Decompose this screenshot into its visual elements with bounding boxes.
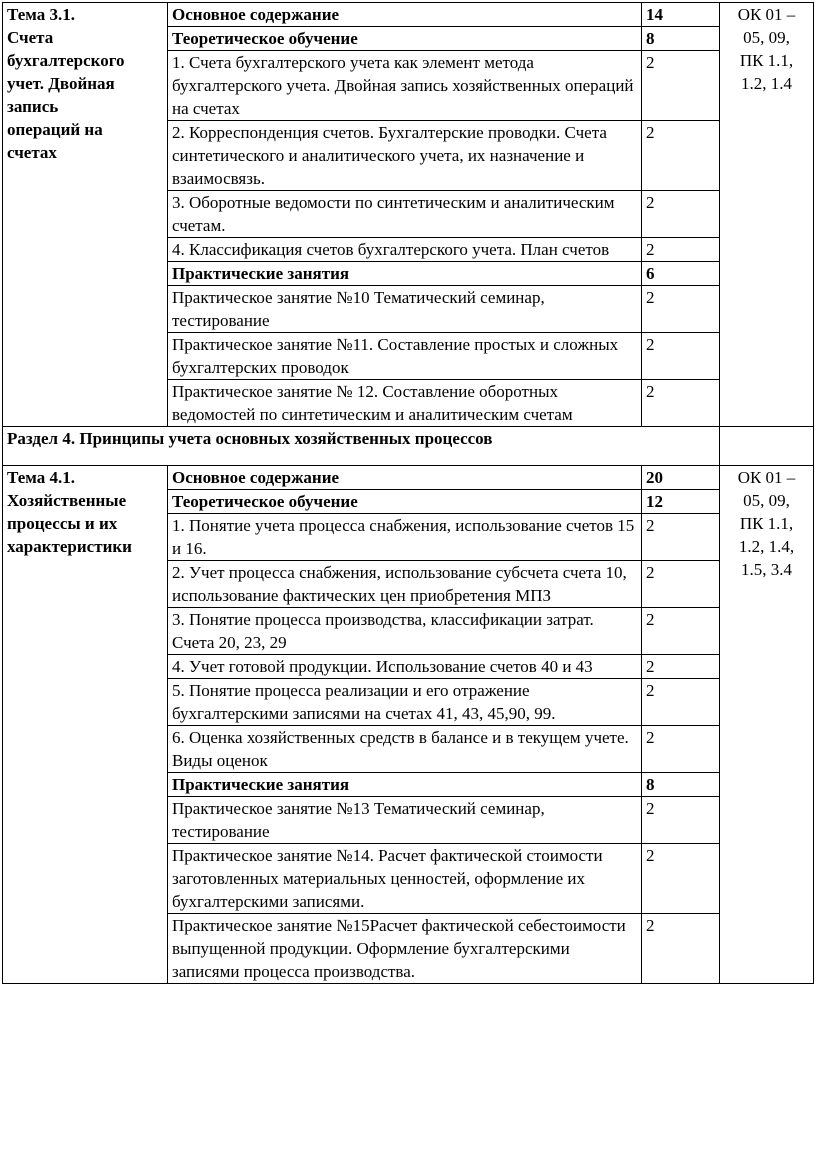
hours-cell: 8: [642, 27, 720, 51]
competency-line: ПК 1.1,: [739, 51, 794, 70]
hours-cell: 2: [642, 655, 720, 679]
hours-cell: 2: [642, 844, 720, 914]
content-cell: 1. Счета бухгалтерского учета как элемент метода бухгалтерского учета. Двойная запись хозяйственных операций на счетах: [168, 51, 642, 121]
section-title: Раздел 4. Принципы учета основных хозяйственных процессов: [3, 427, 720, 466]
competency-line: 05, 09,: [743, 28, 790, 47]
content-cell: Практические занятия: [168, 773, 642, 797]
section-row: [3, 427, 814, 466]
content-cell: 2. Корреспонденция счетов. Бухгалтерские проводки. Счета синтетического и аналитического учета, их назначение и взаимосвязь.: [168, 121, 642, 191]
content-cell: 4. Учет готовой продукции. Использование счетов 40 и 43: [168, 655, 642, 679]
hours-cell: 2: [642, 679, 720, 726]
content-cell: 6. Оценка хозяйственных средств в балансе и в текущем учете. Виды оценок: [168, 726, 642, 773]
topic-title-line: учет. Двойная: [7, 74, 115, 93]
topic-title-line: Счета: [7, 28, 54, 47]
content-cell: Практическое занятие №10 Тематический семинар, тестирование: [168, 286, 642, 333]
content-cell: Практическое занятие №15Расчет фактической себестоимости выпущенной продукции. Оформление бухгалтерскими записями процесса производства.: [168, 914, 642, 984]
topic-4-1-title: [3, 466, 168, 984]
hours-cell: 2: [642, 51, 720, 121]
table-row: [3, 3, 814, 27]
hours-cell: 8: [642, 773, 720, 797]
competency-line: ОК 01 –: [737, 468, 796, 487]
competencies-cell: [720, 3, 814, 427]
topic-3-1-title: [3, 3, 168, 427]
hours-cell: 2: [642, 380, 720, 427]
competency-line: 1.2, 1.4: [741, 74, 792, 93]
content-cell: Основное содержание: [168, 466, 642, 490]
topic-title-line: Тема 4.1.: [7, 468, 75, 487]
hours-cell: 2: [642, 238, 720, 262]
hours-cell: 2: [642, 286, 720, 333]
hours-cell: 2: [642, 608, 720, 655]
content-cell: 3. Оборотные ведомости по синтетическим и аналитическим счетам.: [168, 191, 642, 238]
topic-title-line: Тема 3.1.: [7, 5, 75, 24]
topic-title-line: запись: [7, 97, 59, 116]
hours-cell: 6: [642, 262, 720, 286]
competency-line: 1.5, 3.4: [741, 560, 792, 579]
content-cell: Практические занятия: [168, 262, 642, 286]
topic-title-line: бухгалтерского: [7, 51, 125, 70]
content-cell: Практическое занятие №14. Расчет фактической стоимости заготовленных материальных ценностей, оформление их бухгалтерскими записями.: [168, 844, 642, 914]
content-cell: Основное содержание: [168, 3, 642, 27]
content-cell: 2. Учет процесса снабжения, использование субсчета счета 10, использование фактических цен приобретения МПЗ: [168, 561, 642, 608]
hours-cell: 14: [642, 3, 720, 27]
hours-cell: 2: [642, 191, 720, 238]
content-cell: 3. Понятие процесса производства, классификации затрат. Счета 20, 23, 29: [168, 608, 642, 655]
topic-title-line: характеристики: [7, 537, 132, 556]
content-cell: Практическое занятие №11. Составление простых и сложных бухгалтерских проводок: [168, 333, 642, 380]
hours-cell: 2: [642, 797, 720, 844]
content-cell: 5. Понятие процесса реализации и его отражение бухгалтерскими записями на счетах 41, 43, 45,90, 99.: [168, 679, 642, 726]
content-cell: Теоретическое обучение: [168, 27, 642, 51]
content-cell: Практическое занятие № 12. Составление оборотных ведомостей по синтетическим и аналитическим счетам: [168, 380, 642, 427]
topic-title-line: счетах: [7, 143, 57, 162]
hours-cell: 20: [642, 466, 720, 490]
hours-cell: 12: [642, 490, 720, 514]
hours-cell: 2: [642, 121, 720, 191]
content-cell: Практическое занятие №13 Тематический семинар, тестирование: [168, 797, 642, 844]
topic-title-line: Хозяйственные: [7, 491, 127, 510]
topic-title-line: процессы и их: [7, 514, 118, 533]
curriculum-table: [2, 2, 814, 984]
hours-cell: 2: [642, 726, 720, 773]
hours-cell: 2: [642, 914, 720, 984]
competency-line: ОК 01 –: [737, 5, 796, 24]
hours-cell: 2: [642, 333, 720, 380]
competency-line: 1.2, 1.4,: [738, 537, 795, 556]
content-cell: Теоретическое обучение: [168, 490, 642, 514]
competencies-cell: [720, 466, 814, 984]
table-row: [3, 466, 814, 490]
empty-cell: [720, 427, 814, 466]
hours-cell: 2: [642, 514, 720, 561]
content-cell: 1. Понятие учета процесса снабжения, использование счетов 15 и 16.: [168, 514, 642, 561]
content-cell: 4. Классификация счетов бухгалтерского учета. План счетов: [168, 238, 642, 262]
competency-line: 05, 09,: [743, 491, 790, 510]
competency-line: ПК 1.1,: [739, 514, 794, 533]
hours-cell: 2: [642, 561, 720, 608]
topic-title-line: операций на: [7, 120, 103, 139]
